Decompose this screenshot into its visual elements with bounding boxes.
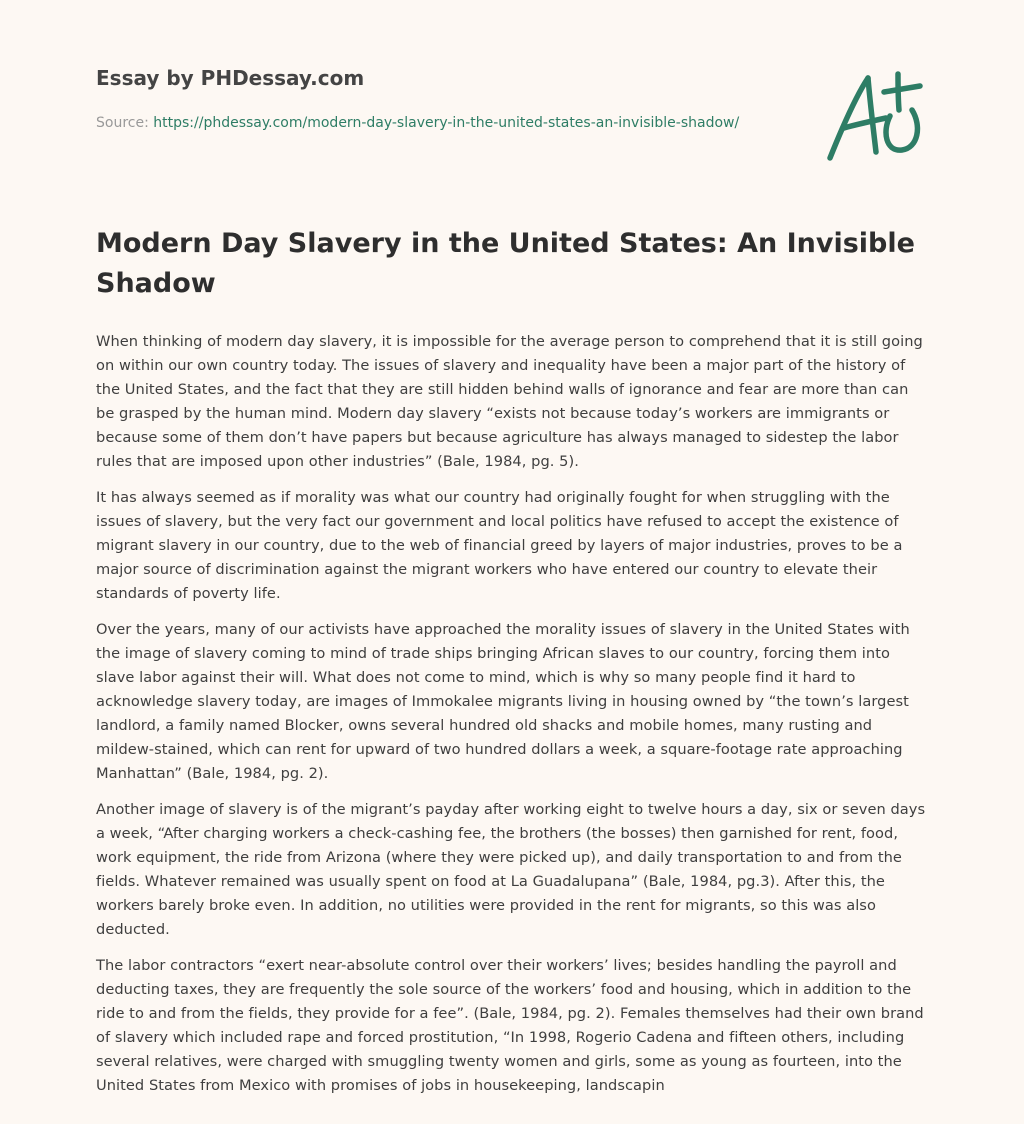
site-title: Essay by PHDessay.com (96, 66, 365, 90)
essay-paragraph: Another image of slavery is of the migrant’s payday after working eight to twelve hours a day, six or seven days a week, “After charging workers a check-cashing fee, the brothers (the bosses) then garnished for rent, food, work equipment, the ride from Arizona (where they were picked up), and daily transportation to and from the fields. Whatever remained was usually spent on food at La Guadalupana” (Bale, 1984, pg.3). After this, the workers barely broke even. In addition, no utilities were provided in the rent for migrants, so this was also deducted. (96, 801, 926, 938)
essay-paragraph: It has always seemed as if morality was what our country had originally fought for when struggling with the issues of slavery, but the very fact our government and local politics have refused to accept the existence of migrant slavery in our country, due to the web of financial greed by layers of major industries, proves to be a major source of discrimination against the migrant workers who have entered our country to elevate their standards of poverty life. (96, 489, 903, 602)
source-link[interactable]: https://phdessay.com/modern-day-slavery-in-the-united-states-an-invisible-shadow/ (153, 115, 740, 131)
page-header (96, 64, 756, 134)
essay-paragraph: When thinking of modern day slavery, it is impossible for the average person to comprehend that it is still going on within our own country today. The issues of slavery and inequality have been a major part of the history of the United States, and the fact that they are still hidden behind walls of ignorance and fear are more than can be grasped by the human mind. Modern day slavery “exists not because today’s workers are immigrants or because some of them don’t have papers but because agriculture has always managed to sidestep the labor rules that are imposed upon other industries” (Bale, 1984, pg. 5). (96, 333, 923, 470)
a-plus-logo-icon (820, 66, 930, 166)
essay-paragraph: Over the years, many of our activists have approached the morality issues of slavery in the United States with the image of slavery coming to mind of trade ships bringing African slaves to our country, forcing them into slave labor against their will. What does not come to mind, which is why so many people find it hard to acknowledge slavery today, are images of Immokalee migrants living in housing owned by “the town’s largest landlord, a family named Blocker, owns several hundred old shacks and mobile homes, many rusting and mildew-stained, which can rent for upward of two hundred dollars a week, a square-footage rate approaching Manhattan” (Bale, 1984, pg. 2). (96, 621, 910, 782)
essay-title: Modern Day Slavery in the United States: An Invisible Shadow (96, 228, 915, 299)
essay-paragraph: The labor contractors “exert near-absolute control over their workers’ lives; besides handling the payroll and deducting taxes, they are frequently the sole source of the workers’ food and housing, which in addition to the ride to and from the fields, they provide for a fee”. (Bale, 1984, pg. 2). Females themselves had their own brand of slavery which included rape and forced prostitution, “In 1998, Rogerio Cadena and fifteen others, including several relatives, were charged with smuggling twenty women and girls, some as young as fourteen, into the United States from Mexico with promises of jobs in housekeeping, landscapin (96, 957, 924, 1094)
source-line (96, 112, 756, 134)
source-label: Source: (96, 115, 154, 131)
essay-article (96, 224, 928, 1110)
